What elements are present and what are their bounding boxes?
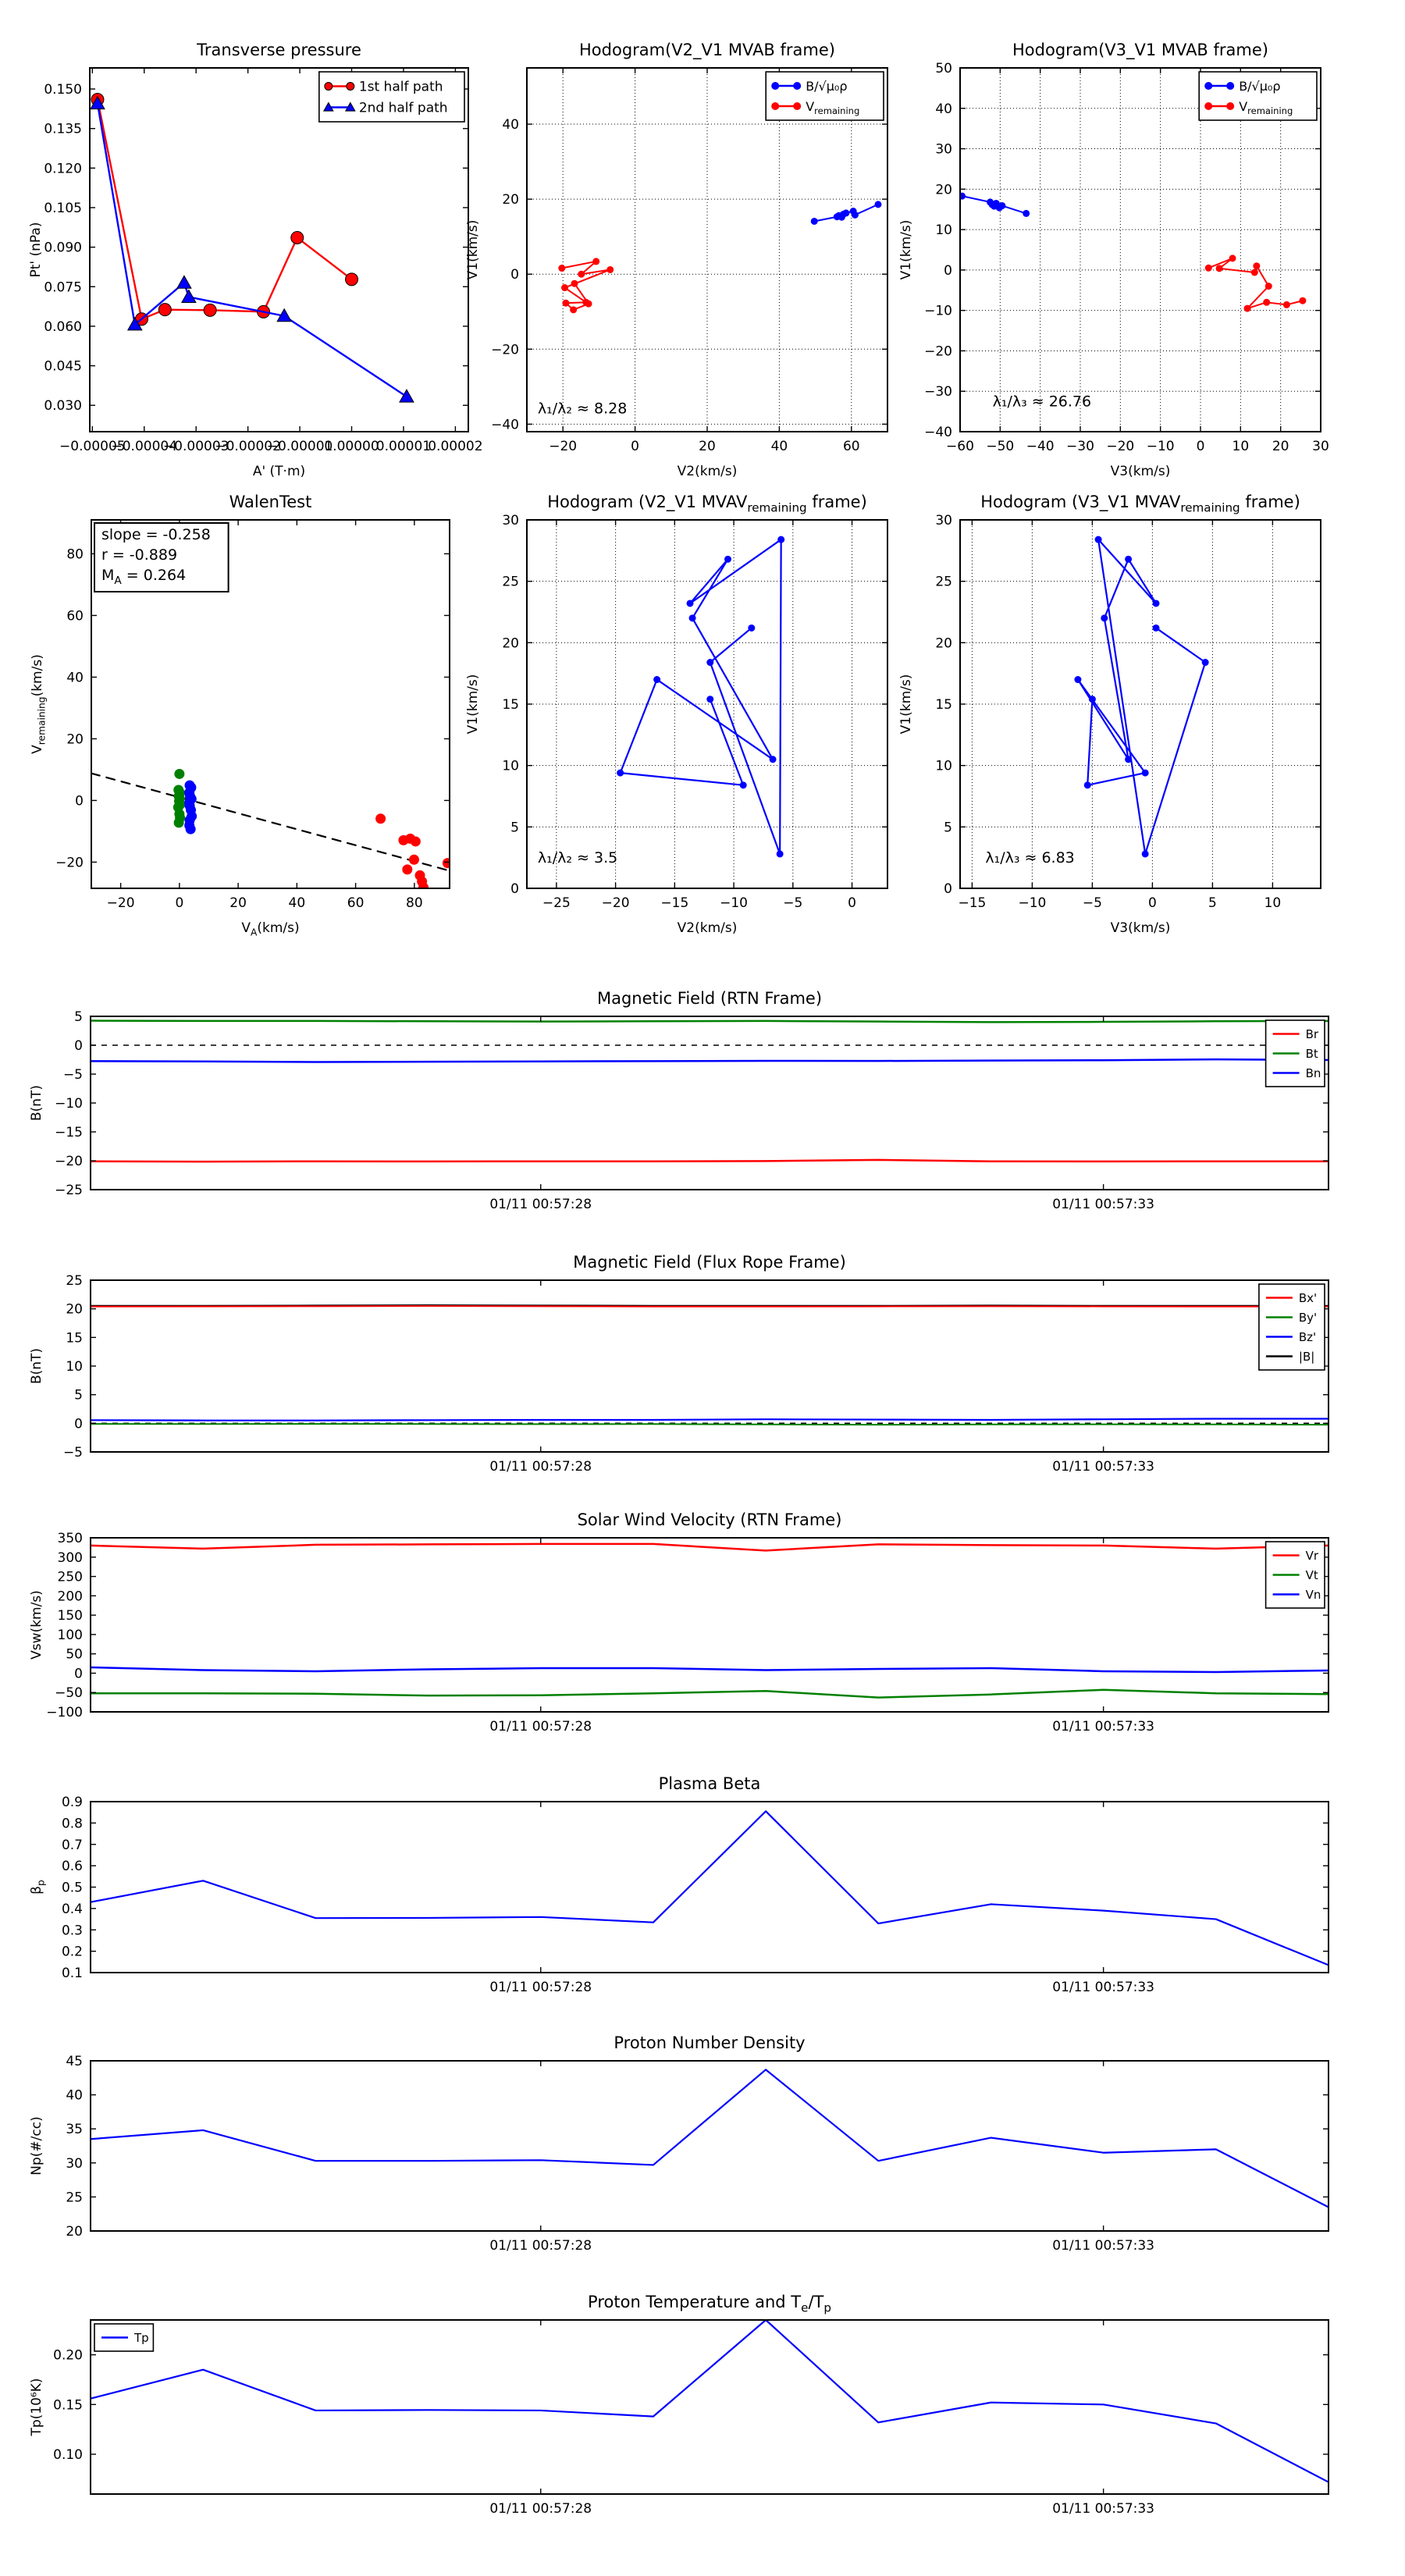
legend: [1199, 72, 1317, 120]
axes-frame: [91, 1802, 1329, 1973]
svg-text:−10: −10: [720, 895, 749, 911]
svg-text:−10: −10: [55, 1096, 83, 1112]
chart-title: Plasma Beta: [658, 1774, 761, 1793]
svg-text:−10: −10: [1018, 895, 1047, 911]
chart-title: Transverse pressure: [197, 41, 361, 59]
svg-text:01/11 00:57:28: 01/11 00:57:28: [489, 1719, 592, 1735]
svg-text:20: 20: [502, 192, 519, 208]
svg-text:−100: −100: [46, 1705, 83, 1720]
chart-title: WalenTest: [229, 493, 312, 511]
svg-text:40: 40: [935, 101, 952, 117]
svg-text:80: 80: [406, 895, 423, 911]
svg-text:01/11 00:57:33: 01/11 00:57:33: [1052, 1197, 1155, 1212]
svg-text:B/√μ₀ρ: B/√μ₀ρ: [1239, 78, 1281, 94]
x-axis-label: V2(km/s): [677, 464, 738, 479]
svg-text:0: 0: [175, 895, 184, 911]
svg-text:20: 20: [935, 182, 952, 198]
svg-text:0.8: 0.8: [61, 1816, 83, 1832]
svg-text:20: 20: [1272, 439, 1289, 454]
svg-text:0.00000: 0.00000: [324, 439, 379, 454]
svg-text:0: 0: [1147, 895, 1157, 911]
svg-text:0.7: 0.7: [61, 1837, 83, 1853]
y-axis-label: V1(km/s): [465, 674, 481, 735]
svg-text:5: 5: [1208, 895, 1217, 911]
svg-text:0.030: 0.030: [44, 398, 82, 415]
svg-text:0: 0: [74, 1416, 83, 1432]
svg-text:0.15: 0.15: [53, 2397, 83, 2414]
svg-text:Tp: Tp: [134, 2330, 149, 2345]
svg-text:01/11 00:57:33: 01/11 00:57:33: [1052, 1980, 1155, 1995]
svg-text:Bz': Bz': [1298, 1329, 1317, 1344]
svg-text:−50: −50: [55, 1685, 83, 1702]
svg-text:25: 25: [66, 2190, 83, 2206]
svg-text:r = -0.889: r = -0.889: [101, 546, 178, 564]
series-b-over-sqrt-mu0rho: [811, 201, 882, 225]
svg-text:−0.00004: −0.00004: [111, 439, 178, 454]
svg-text:01/11 00:57:28: 01/11 00:57:28: [489, 2501, 592, 2517]
y-axis-label: V1(km/s): [898, 674, 914, 735]
svg-text:5: 5: [510, 820, 519, 836]
plasma-beta-chart: [12, 1764, 1405, 2032]
svg-text:−25: −25: [55, 1183, 83, 1198]
stats-box: [94, 523, 229, 592]
chart-title: Hodogram (V2_V1 $MVAV_{remaining}$ frame): [547, 493, 867, 515]
svg-text:0: 0: [510, 881, 519, 897]
series-tp: [91, 2320, 1329, 2482]
svg-text:−20: −20: [106, 895, 135, 911]
svg-text:350: 350: [57, 1531, 83, 1546]
chart-title: Magnetic Field (RTN Frame): [596, 989, 823, 1008]
svg-text:−20: −20: [55, 855, 84, 871]
svg-text:−40: −40: [924, 425, 952, 440]
svg-text:25: 25: [66, 1273, 83, 1289]
y-axis-label: V1(km/s): [465, 219, 481, 280]
svg-text:40: 40: [770, 439, 788, 454]
grid: [960, 68, 1321, 432]
series-scatter-green: [173, 769, 186, 827]
svg-text:20: 20: [66, 1301, 83, 1318]
chart-title: Proton Number Density: [614, 2033, 806, 2052]
legend: [1266, 1542, 1325, 1608]
proton-temperature-chart: [12, 2282, 1405, 2553]
svg-text:−30: −30: [1066, 439, 1094, 454]
svg-text:01/11 00:57:33: 01/11 00:57:33: [1052, 2501, 1155, 2517]
svg-text:0: 0: [510, 267, 519, 283]
svg-text:0.10: 0.10: [53, 2447, 83, 2464]
svg-text:20: 20: [935, 635, 952, 652]
svg-text:0: 0: [75, 793, 84, 809]
svg-text:30: 30: [502, 513, 519, 528]
svg-text:−0.00005: −0.00005: [59, 439, 126, 454]
series-by-prime: [91, 1424, 1329, 1425]
series-fit-line: [91, 774, 450, 871]
ticks: [66, 2054, 1329, 2254]
svg-text:−5: −5: [62, 1445, 83, 1461]
series-br: [91, 1160, 1329, 1162]
svg-text:0.00001: 0.00001: [375, 439, 432, 454]
series-beta-p: [91, 1811, 1329, 1965]
svg-text:−5: −5: [62, 1067, 83, 1083]
svg-text:40: 40: [66, 2087, 83, 2104]
series-scatter-red: [375, 813, 453, 892]
y-axis-label: Tp(10⁶K): [29, 2378, 44, 2436]
svg-text:300: 300: [57, 1550, 83, 1566]
ticks: [63, 1273, 1329, 1475]
svg-text:15: 15: [66, 1330, 83, 1347]
svg-text:|B|: |B|: [1298, 1349, 1315, 1364]
svg-text:0: 0: [848, 895, 856, 911]
svg-text:2nd half path: 2nd half path: [358, 100, 448, 116]
svg-text:10: 10: [1264, 895, 1282, 911]
svg-text:10: 10: [66, 1359, 83, 1375]
svg-text:0.090: 0.090: [44, 240, 82, 256]
svg-text:Br: Br: [1305, 1026, 1319, 1041]
svg-text:10: 10: [935, 758, 952, 774]
series-v-remaining: [1205, 254, 1307, 311]
svg-text:−10: −10: [924, 303, 952, 319]
svg-text:150: 150: [57, 1608, 83, 1624]
svg-text:0.150: 0.150: [44, 82, 82, 98]
svg-text:0.2: 0.2: [61, 1944, 83, 1960]
legend: [319, 72, 464, 122]
svg-text:60: 60: [347, 895, 365, 911]
svg-text:30: 30: [935, 513, 952, 528]
svg-text:25: 25: [502, 574, 519, 590]
ticks: [44, 68, 482, 454]
svg-text:5: 5: [74, 1009, 83, 1025]
svg-text:0.9: 0.9: [61, 1795, 83, 1810]
svg-text:250: 250: [57, 1569, 83, 1585]
solar-wind-velocity-rtn-chart: [12, 1500, 1405, 1771]
svg-text:0.060: 0.060: [44, 318, 82, 335]
svg-text:5: 5: [944, 820, 952, 836]
svg-text:0: 0: [74, 1666, 83, 1682]
svg-text:B/√μ₀ρ: B/√μ₀ρ: [806, 78, 848, 94]
svg-text:20: 20: [229, 895, 247, 911]
svg-text:80: 80: [66, 546, 84, 563]
y-axis-label: $\beta_p$: [29, 1880, 47, 1895]
svg-text:−15: −15: [55, 1125, 83, 1140]
grid: [527, 520, 887, 888]
grid: [527, 68, 887, 432]
svg-text:30: 30: [66, 2155, 83, 2172]
svg-text:−40: −40: [1026, 439, 1055, 454]
legend: [94, 2324, 153, 2351]
svg-text:10: 10: [1232, 439, 1250, 454]
svg-text:−25: −25: [542, 895, 571, 911]
svg-text:40: 40: [288, 895, 306, 911]
svg-text:30: 30: [1312, 439, 1329, 454]
proton-number-density-chart: [12, 2023, 1405, 2290]
svg-text:−20: −20: [491, 342, 519, 358]
chart-title: Hodogram (V3_V1 $MVAV_{remaining}$ frame): [980, 493, 1300, 515]
axes-frame: [960, 68, 1321, 432]
svg-text:Vr: Vr: [1305, 1548, 1319, 1563]
svg-text:0: 0: [1196, 439, 1205, 454]
svg-text:0.00002: 0.00002: [428, 439, 483, 454]
svg-text:−20: −20: [55, 1154, 83, 1169]
ticks: [62, 1795, 1329, 1995]
axes-frame: [91, 2061, 1329, 2231]
legend: [766, 72, 884, 120]
series-vn: [91, 1667, 1329, 1672]
svg-text:60: 60: [842, 439, 860, 454]
svg-text:01/11 00:57:33: 01/11 00:57:33: [1052, 2238, 1155, 2254]
svg-text:0.045: 0.045: [44, 358, 82, 375]
svg-text:By': By': [1298, 1310, 1318, 1325]
x-axis-label: V2(km/s): [677, 920, 738, 936]
svg-text:0: 0: [944, 881, 952, 897]
svg-text:0.6: 0.6: [61, 1859, 83, 1875]
series-v-path: [617, 536, 784, 858]
series-b-over-sqrt-mu0rho: [959, 193, 1030, 217]
svg-text:01/11 00:57:33: 01/11 00:57:33: [1052, 1459, 1155, 1475]
series-bx-prime: [91, 1306, 1329, 1307]
series-v-path: [1074, 536, 1208, 858]
svg-text:10: 10: [502, 758, 519, 774]
svg-text:01/11 00:57:28: 01/11 00:57:28: [489, 1197, 592, 1212]
axes-frame: [91, 1538, 1329, 1712]
y-axis-label: Pt' (nPa): [28, 222, 44, 278]
svg-text:20: 20: [699, 439, 716, 454]
hodogram-v3v1-mvav-chart: [882, 482, 1405, 948]
svg-text:1st half path: 1st half path: [358, 79, 443, 95]
svg-text:0.4: 0.4: [61, 1901, 83, 1917]
series-vt: [91, 1690, 1329, 1698]
svg-text:−0.00002: −0.00002: [215, 439, 281, 454]
svg-text:50: 50: [935, 61, 952, 76]
svg-text:15: 15: [935, 697, 952, 713]
svg-text:0.20: 0.20: [53, 2347, 83, 2364]
chart-title: Magnetic Field (Flux Rope Frame): [573, 1253, 846, 1272]
svg-text:−5: −5: [783, 895, 803, 911]
svg-text:−20: −20: [549, 439, 578, 454]
svg-text:MA = 0.264: $M_A = 0.264$: [101, 567, 187, 588]
legend: [1259, 1284, 1325, 1370]
x-axis-label: V3(km/s): [1110, 920, 1171, 936]
series-1st-half-path: [91, 94, 358, 326]
ticks: [491, 68, 887, 454]
svg-text:−0.00003: −0.00003: [162, 439, 229, 454]
chart-title: Solar Wind Velocity (RTN Frame): [577, 1510, 842, 1529]
chart-title: Hodogram(V3_V1 MVAB frame): [1012, 41, 1268, 59]
svg-text:−0.00001: −0.00001: [266, 439, 333, 454]
series-np: [91, 2069, 1329, 2207]
svg-text:0.105: 0.105: [44, 200, 82, 216]
svg-text:0: 0: [74, 1038, 83, 1054]
magnetic-field-flux-rope-chart: [12, 1243, 1405, 1511]
svg-text:−5: −5: [1082, 895, 1102, 911]
svg-text:30: 30: [935, 141, 952, 158]
svg-text:−20: −20: [924, 343, 952, 360]
series-bt: [91, 1021, 1329, 1023]
axes-frame: [90, 68, 468, 432]
svg-text:0.120: 0.120: [44, 161, 82, 177]
series-scatter-blue: [184, 781, 197, 834]
y-axis-label: B(nT): [29, 1084, 44, 1122]
series-v-remaining: [558, 258, 614, 313]
series-2nd-half-path: [91, 97, 414, 403]
svg-text:Vn: Vn: [1305, 1587, 1321, 1602]
lambda-ratio-annotation: λ₁/λ₃ ≈ 6.83: [985, 849, 1075, 866]
ticks: [53, 2320, 1329, 2517]
svg-text:−20: −20: [601, 895, 630, 911]
svg-text:01/11 00:57:28: 01/11 00:57:28: [489, 1980, 592, 1995]
svg-text:−50: −50: [986, 439, 1015, 454]
svg-text:−40: −40: [491, 417, 519, 433]
x-axis-label: V3(km/s): [1110, 464, 1171, 479]
y-axis-label: V1(km/s): [898, 219, 914, 280]
svg-text:15: 15: [502, 697, 519, 713]
series-bz-prime: [91, 1418, 1329, 1420]
svg-text:60: 60: [66, 608, 84, 624]
svg-text:−15: −15: [660, 895, 689, 911]
chart-title: Proton Temperature and $T_e/T_p$: [588, 2293, 831, 2315]
legend: [1266, 1020, 1325, 1087]
svg-text:10: 10: [935, 222, 952, 239]
svg-text:20: 20: [66, 731, 84, 748]
svg-text:20: 20: [502, 635, 519, 652]
svg-text:Vremaining: $V_{remaining}$: [806, 98, 860, 117]
svg-text:−30: −30: [924, 384, 952, 400]
series-vr: [91, 1544, 1329, 1550]
svg-text:0.3: 0.3: [61, 1923, 83, 1939]
x-axis-label: A' (T·m): [252, 464, 306, 479]
lambda-ratio-annotation: λ₁/λ₂ ≈ 3.5: [537, 849, 618, 866]
svg-text:01/11 00:57:28: 01/11 00:57:28: [489, 2238, 592, 2254]
svg-text:Bn: Bn: [1305, 1066, 1321, 1080]
svg-text:5: 5: [74, 1387, 83, 1404]
lambda-ratio-annotation: λ₁/λ₂ ≈ 8.28: [537, 400, 628, 418]
svg-text:Vt: Vt: [1305, 1567, 1318, 1582]
svg-text:0: 0: [631, 439, 640, 454]
series-bn: [91, 1059, 1329, 1062]
x-axis-label: $V_A(km/s)$: [241, 920, 300, 938]
svg-text:−20: −20: [1106, 439, 1135, 454]
svg-text:0.1: 0.1: [61, 1966, 83, 1981]
svg-text:40: 40: [66, 670, 84, 686]
chart-title: Hodogram(V2_V1 MVAB frame): [579, 41, 835, 59]
svg-text:200: 200: [57, 1589, 83, 1605]
svg-text:−10: −10: [1146, 439, 1175, 454]
hodogram-v3v1-mvab-chart: [882, 30, 1405, 491]
axes-frame: [91, 1016, 1329, 1190]
svg-text:−60: −60: [946, 439, 974, 454]
y-axis-label: $V_{remaining}(km/s)$: [30, 654, 48, 754]
magnetic-field-rtn-chart: [12, 979, 1405, 1249]
svg-text:0: 0: [944, 262, 952, 279]
svg-text:0.135: 0.135: [44, 121, 82, 137]
svg-text:0.075: 0.075: [44, 279, 82, 296]
lambda-ratio-annotation: λ₁/λ₃ ≈ 26.76: [992, 393, 1092, 411]
svg-text:Bt: Bt: [1305, 1046, 1318, 1061]
svg-text:Bx': Bx': [1298, 1290, 1318, 1305]
ticks: [46, 1531, 1329, 1735]
y-axis-label: Vsw(km/s): [29, 1590, 44, 1660]
svg-text:Vremaining: $V_{remaining}$: [1239, 98, 1293, 117]
svg-text:0.5: 0.5: [61, 1880, 83, 1896]
y-axis-label: Np(#/cc): [29, 2116, 44, 2176]
axes-frame: [91, 2320, 1329, 2494]
y-axis-label: B(nT): [29, 1347, 44, 1385]
svg-text:01/11 00:57:33: 01/11 00:57:33: [1052, 1719, 1155, 1735]
svg-text:50: 50: [66, 1646, 83, 1663]
svg-text:40: 40: [502, 117, 519, 133]
svg-text:−15: −15: [958, 895, 987, 911]
svg-text:20: 20: [66, 2224, 83, 2240]
ticks: [55, 1009, 1329, 1212]
svg-text:25: 25: [935, 574, 952, 590]
svg-text:01/11 00:57:28: 01/11 00:57:28: [489, 1459, 592, 1475]
svg-text:35: 35: [66, 2122, 83, 2138]
grid: [960, 520, 1321, 888]
svg-text:45: 45: [66, 2054, 83, 2069]
svg-text:100: 100: [57, 1627, 83, 1643]
svg-text:slope = -0.258: slope = -0.258: [101, 526, 211, 543]
